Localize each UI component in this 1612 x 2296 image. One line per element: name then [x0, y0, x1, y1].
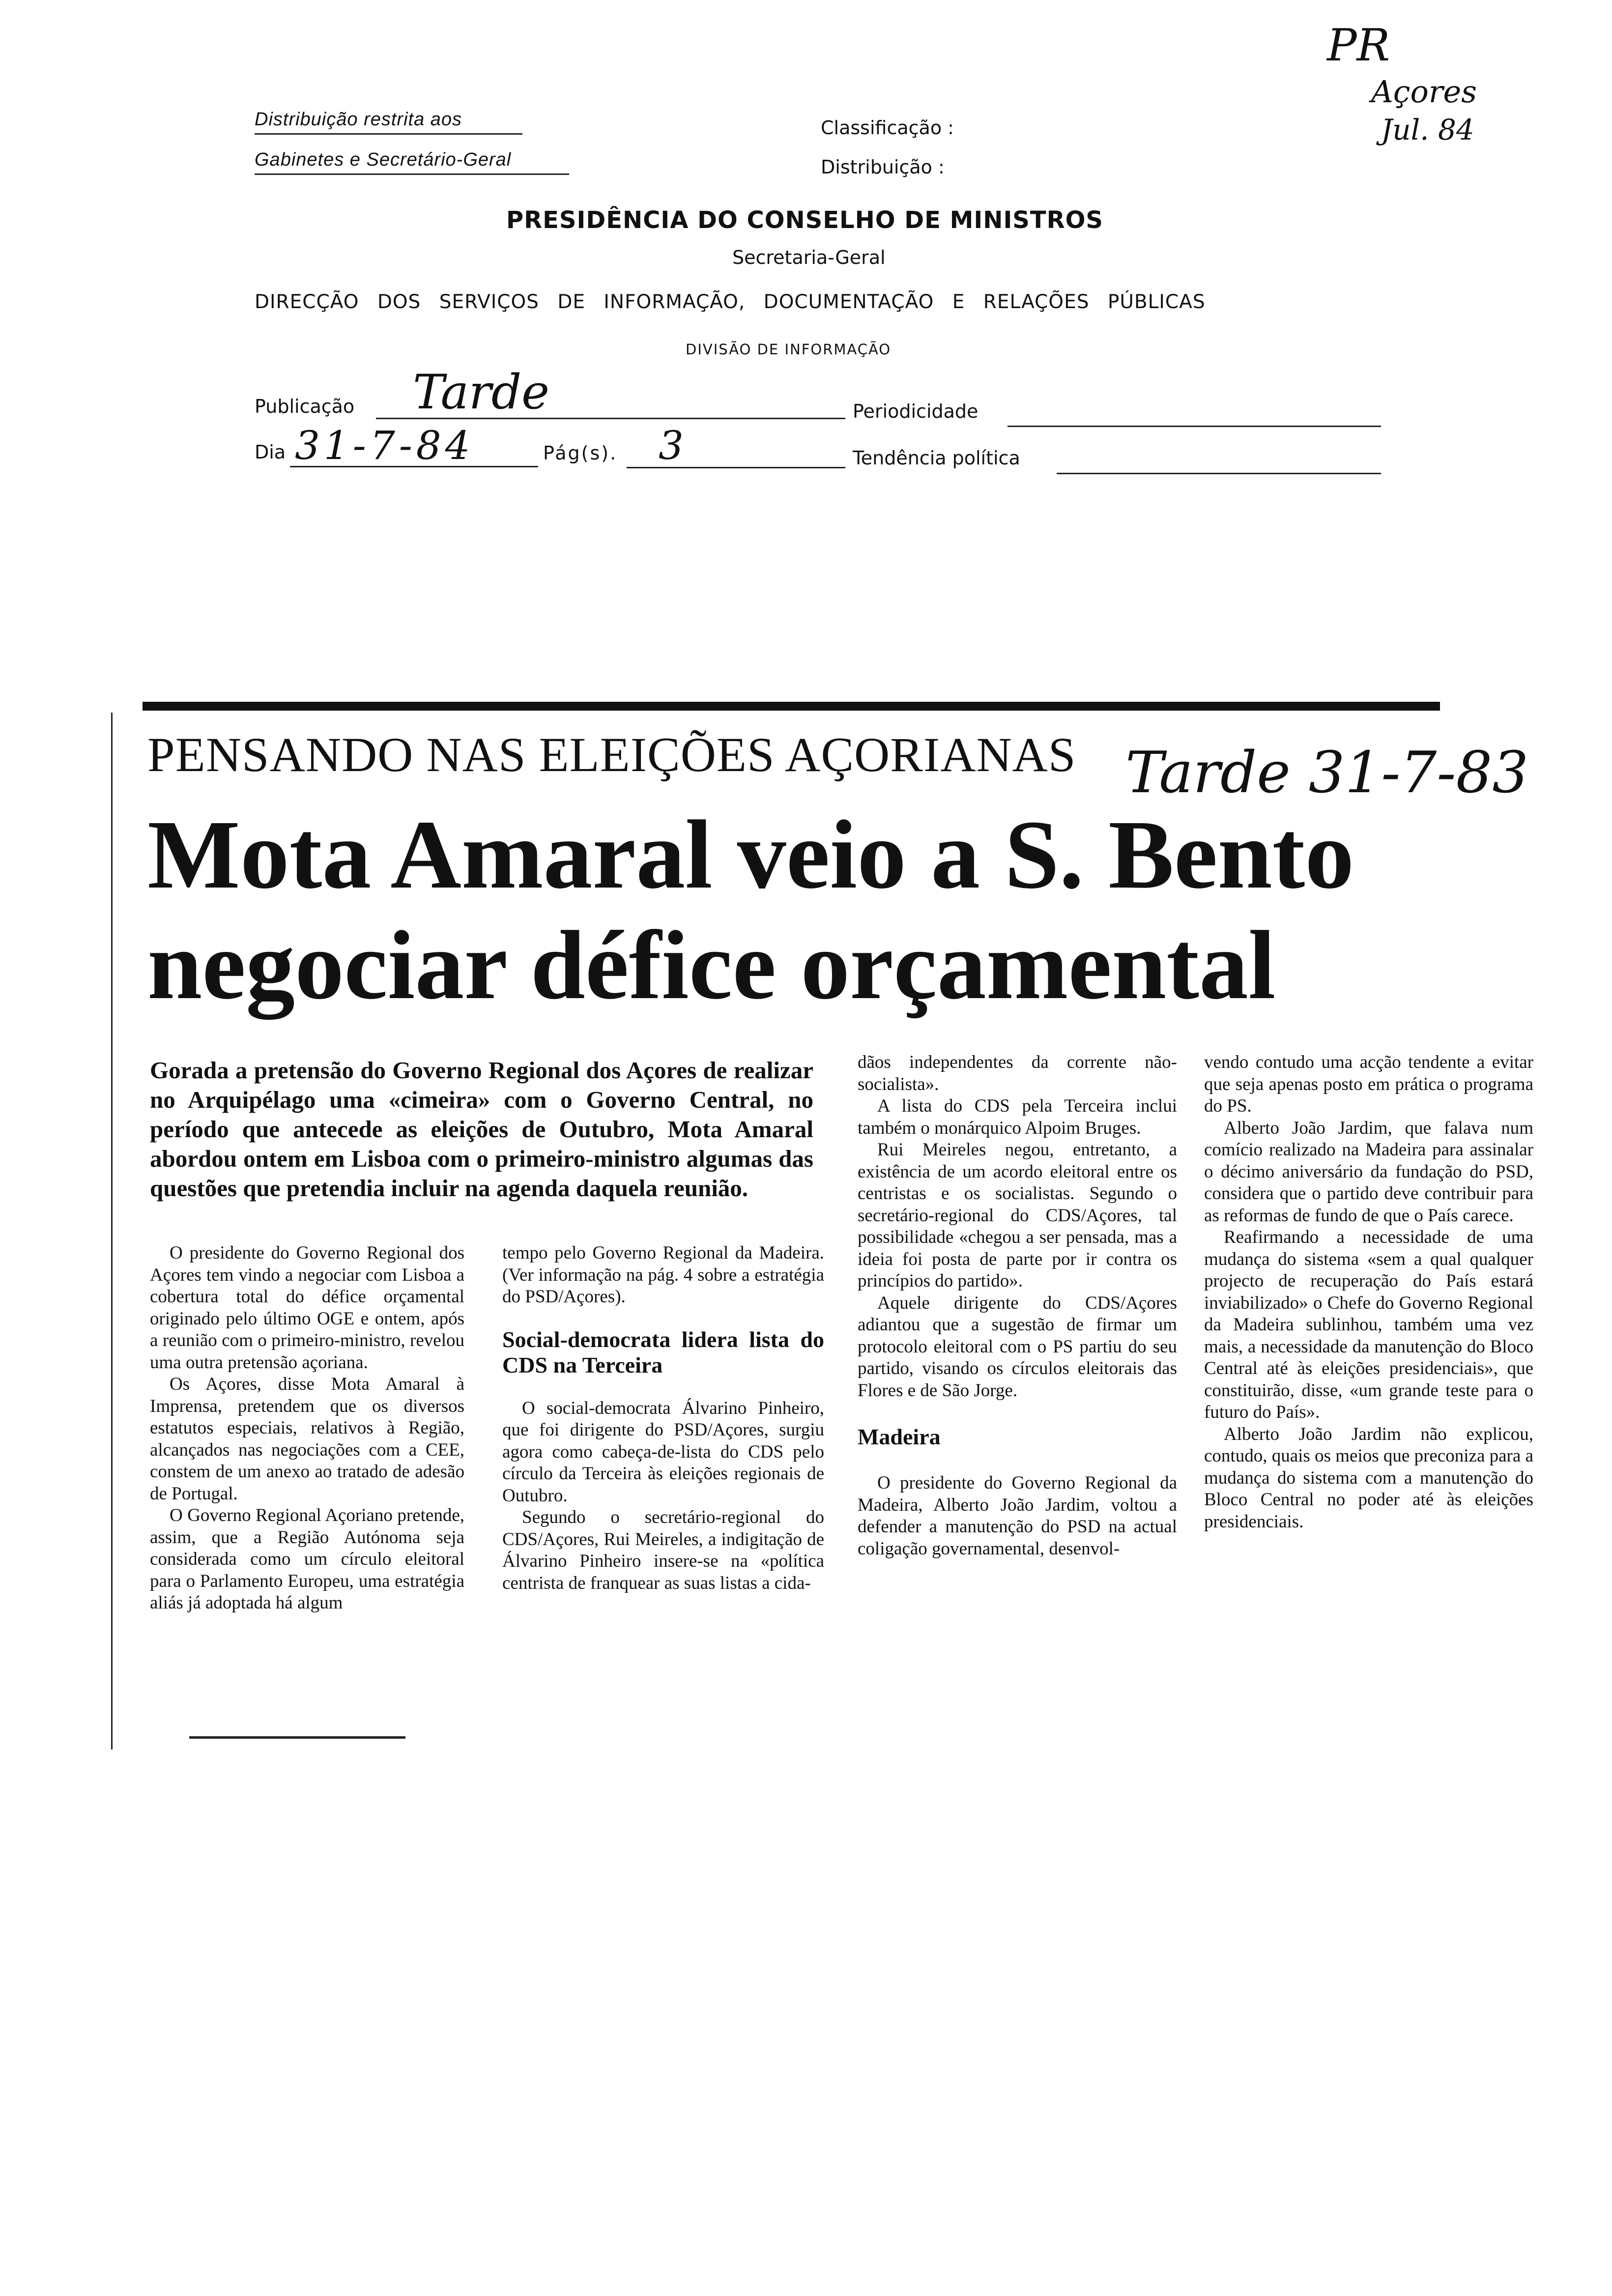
- col1-paragraph: O Governo Regional Açoriano pretende, assim, que a Região Autónoma seja considerada como um círculo eleitoral para o Parlamento Europeu, uma estratégia aliás já adoptada há algum: [150, 1505, 464, 1613]
- column-1-end-rule: [189, 1736, 405, 1739]
- col3-paragraph: A lista do CDS pela Terceira inclui também o monárquico Alpoim Bruges.: [858, 1096, 1177, 1138]
- dia-label: Dia: [255, 441, 286, 463]
- distribuicao-label: Distribuição :: [821, 156, 945, 178]
- secretaria-geral: Secretaria-Geral: [732, 247, 886, 268]
- headline-line-2: negociar défice orçamental: [147, 911, 1276, 1020]
- article-kicker: PENSANDO NAS ELEIÇÕES AÇORIANAS: [147, 727, 1076, 782]
- col4-paragraph: vendo contudo uma acção tendente a evitar que seja apenas posto em prática o programa do PS.: [1204, 1052, 1533, 1116]
- direccao-servicos: DIRECÇÃO DOS SERVIÇOS DE INFORMAÇÃO, DOCUMENTAÇÃO E RELAÇÕES PÚBLICAS: [255, 291, 1206, 313]
- subhead-social-democrata: Social-democrata lidera lista do CDS na Terceira: [502, 1326, 824, 1378]
- col3-paragraph: O presidente do Governo Regional da Madeira, Alberto João Jardim, voltou a defender a manutenção do PSD na actual coligação governamental, desenvol-: [858, 1473, 1177, 1559]
- restricted-distribution-line-2: Gabinetes e Secretário-Geral: [255, 149, 569, 175]
- presidencia-title: PRESIDÊNCIA DO CONSELHO DE MINISTROS: [506, 206, 1103, 234]
- article-column-1: [150, 1242, 464, 1614]
- col4-paragraph: Alberto João Jardim, que falava num comício realizado na Madeira para assinalar o décimo aniversário da fundação do PSD, considera que o partido deve contribuir para as reformas de fundo de que o País carece.: [1204, 1118, 1533, 1226]
- clipping-top-rule: [143, 702, 1440, 711]
- pags-label: Pág(s).: [543, 442, 618, 464]
- publicacao-label: Publicação: [255, 396, 355, 417]
- publicacao-value: Tarde: [413, 365, 549, 420]
- col3-intro: dãos independentes da corrente não-socialista».: [858, 1052, 1177, 1094]
- col2-paragraph: O social-democrata Álvarino Pinheiro, que foi dirigente do PSD/Açores, surgiu agora como cabeça-de-lista do CDS pelo círculo da Terceira às eleições regionais de Outubro.: [502, 1398, 824, 1506]
- tendencia-field-line: [1057, 473, 1381, 474]
- clipping-handwritten-note: Tarde 31-7-83: [1125, 740, 1529, 806]
- clipping-left-border: [111, 713, 113, 1750]
- headline-line-1: Mota Amaral veio a S. Bento: [147, 801, 1354, 909]
- dia-value: 31-7-84: [295, 423, 474, 468]
- pags-value: 3: [659, 423, 684, 468]
- article-column-3: [858, 1052, 1177, 1560]
- periodicidade-field-line: [1008, 426, 1381, 427]
- classificacao-label: Classificação :: [821, 117, 954, 139]
- article-lead: Gorada a pretensão do Governo Regional dos Açores de realizar no Arquipélago uma «cimeira» com o Governo Central, no período que antecede as eleições de Outubro, Mota Amaral abordou ontem em Lisboa com o primeiro-ministro algumas das questões que pretendia incluir na agenda daquela reunião.: [150, 1057, 813, 1202]
- col2-intro: tempo pelo Governo Regional da Madeira. (Ver informação na pág. 4 sobre a estratégia do PSD/Açores).: [502, 1243, 824, 1307]
- article-column-4: [1204, 1052, 1533, 1533]
- col4-paragraph: Alberto João Jardim não explicou, contudo, quais os meios que preconiza para a mudança do sistema com a manutenção do Bloco Central no poder até às eleições presidenciais.: [1204, 1424, 1533, 1532]
- periodicidade-label: Periodicidade: [853, 401, 979, 422]
- col4-paragraph: Reafirmando a necessidade de uma mudança do sistema «sem a qual qualquer projecto de recuperação do País estará inviabilizado» o Chefe do Governo Regional da Madeira sublinhou, também uma vez mais, a necessidade da manutenção do Bloco Central até às eleições presidenciais», que constituirão, disse, «um grande teste para o futuro do País».: [1204, 1227, 1533, 1422]
- restricted-distribution-line-1: Distribuição restrita aos: [255, 109, 522, 135]
- divisao-informacao: DIVISÃO DE INFORMAÇÃO: [686, 341, 892, 358]
- col2-paragraph: Segundo o secretário-regional do CDS/Açores, Rui Meireles, a indigitação de Álvarino Pinheiro insere-se na «política centrista de franquear as suas listas a cida-: [502, 1507, 824, 1593]
- tendencia-label: Tendência política: [853, 447, 1020, 469]
- col1-paragraph: O presidente do Governo Regional dos Açores tem vindo a negociar com Lisboa a cobertura total do défice orçamental originado pelo último OGE e ontem, após a reunião com o primeiro-ministro, revelou uma outra pretensão açoriana.: [150, 1243, 464, 1373]
- subhead-madeira: Madeira: [858, 1424, 941, 1449]
- col1-paragraph: Os Açores, disse Mota Amaral à Imprensa, pretendem que os diversos estatutos especiais, relativos à Região, alcançados nas negociações com a CEE, constem de um anexo ao tratado de adesão de Portugal.: [150, 1374, 464, 1504]
- annotation-line-1: PR: [1327, 20, 1390, 71]
- article-column-2: [502, 1242, 824, 1594]
- annotation-line-3: Jul. 84: [1381, 113, 1474, 146]
- col3-paragraph: Aquele dirigente do CDS/Açores adiantou que a sugestão de firmar um protocolo eleitoral com o PS partiu do seu partido, visando os círculos eleitorais das Flores e de São Jorge.: [858, 1292, 1177, 1401]
- annotation-line-2: Açores: [1371, 74, 1477, 110]
- col3-paragraph: Rui Meireles negou, entretanto, a existência de um acordo eleitoral entre os centristas e os socialistas. Segundo o secretário-regional do CDS/Açores, tal possibilidade «chegou a ser pensada, mas a ideia foi posta de parte por ir contra os princípios do partido».: [858, 1140, 1177, 1291]
- handwritten-annotation-top-right: [1322, 20, 1597, 157]
